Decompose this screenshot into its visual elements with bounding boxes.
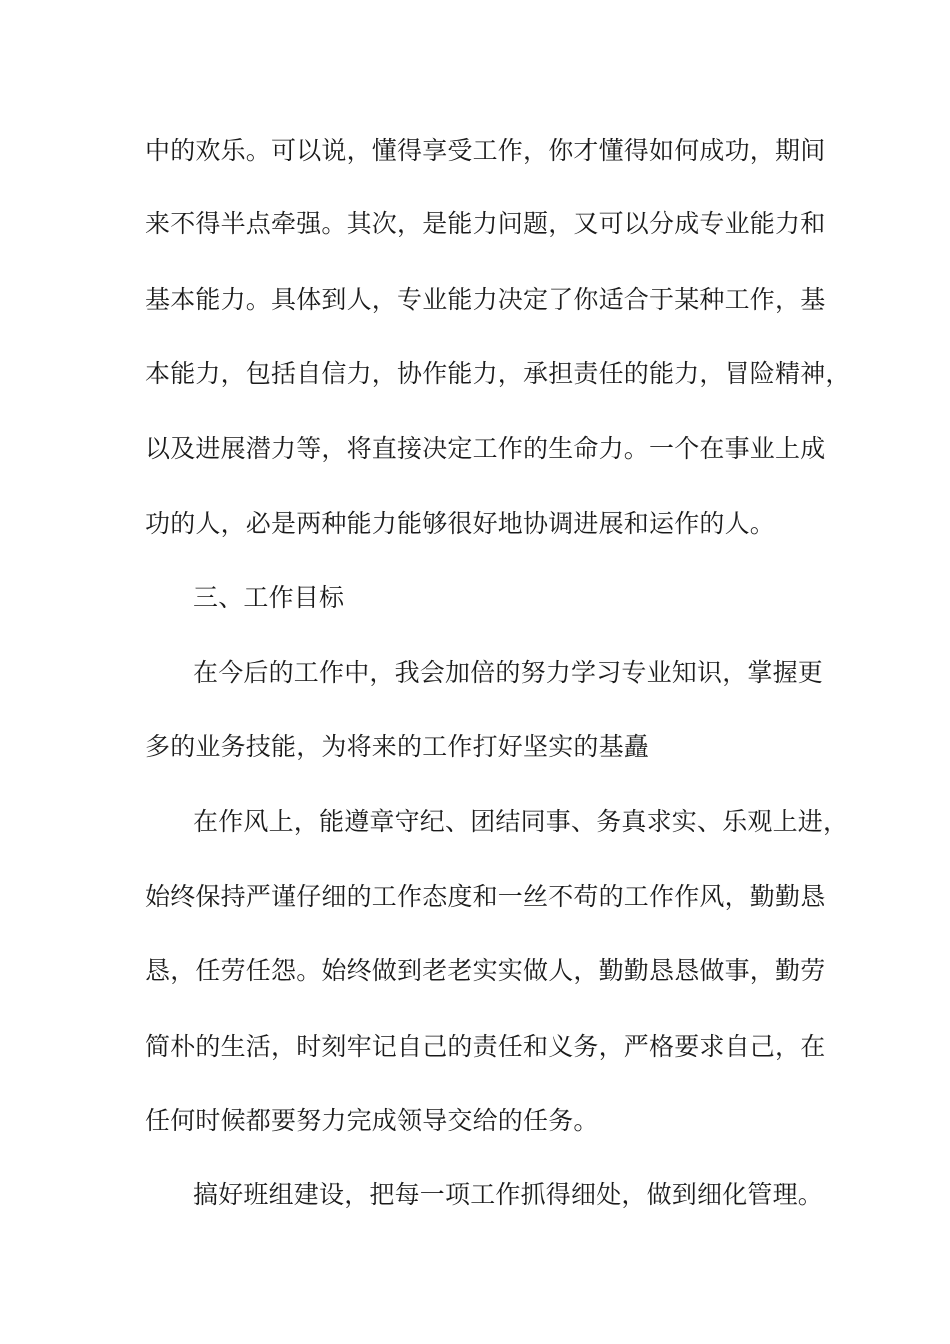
text-line-5: 以及进展潜力等，将直接决定工作的生命力。一个在事业上成 — [145, 434, 826, 463]
text-line-9: 多的业务技能，为将来的工作打好坚实的基矗 — [145, 732, 650, 761]
text-line-3: 基本能力。具体到人，专业能力决定了你适合于某种工作，基 — [145, 285, 826, 314]
text-line-10: 在作风上，能遵章守纪、团结同事、务真求实、乐观上进， — [193, 807, 849, 836]
text-line-2: 来不得半点牵强。其次，是能力问题，又可以分成专业能力和 — [145, 209, 826, 238]
text-line-1: 中的欢乐。可以说，懂得享受工作，你才懂得如何成功，期间 — [145, 136, 826, 165]
text-line-6: 功的人，必是两种能力能够很好地协调进展和运作的人。 — [145, 509, 776, 538]
text-line-8: 在今后的工作中，我会加倍的努力学习专业知识，掌握更 — [193, 658, 824, 687]
text-line-12: 恳，任劳任怨。始终做到老老实实做人，勤勤恳恳做事，勤劳 — [145, 956, 826, 985]
text-line-14: 任何时候都要努力完成领导交给的任务。 — [145, 1106, 599, 1135]
text-line-13: 简朴的生活，时刻牢记自己的责任和义务，严格要求自己，在 — [145, 1032, 826, 1061]
section-heading: 三、工作目标 — [193, 583, 345, 612]
text-line-11: 始终保持严谨仔细的工作态度和一丝不苟的工作作风，勤勤恳 — [145, 882, 826, 911]
text-line-4: 本能力，包括自信力，协作能力，承担责任的能力，冒险精神， — [145, 359, 851, 388]
text-line-15: 搞好班组建设，把每一项工作抓得细处，做到细化管理。 — [193, 1180, 824, 1209]
